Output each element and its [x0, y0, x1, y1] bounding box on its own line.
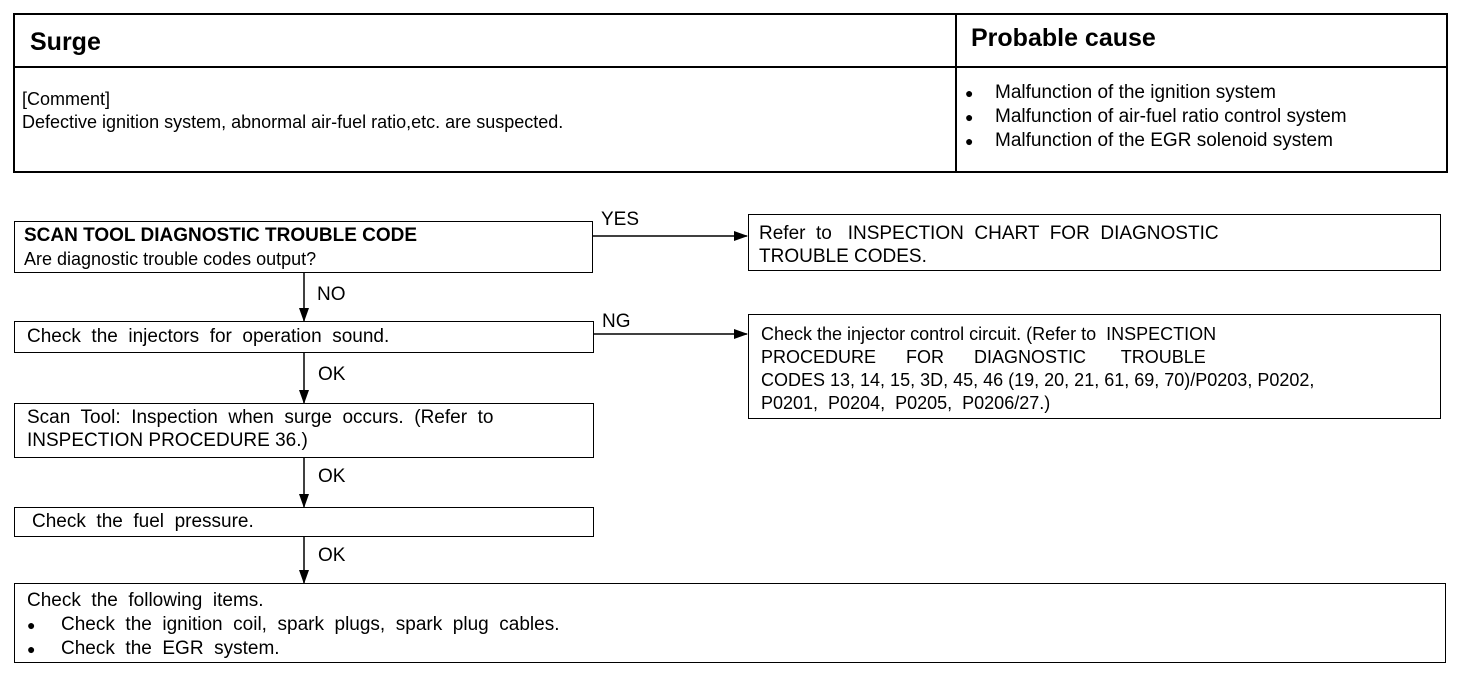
check-item-text: Check the ignition coil, spark plugs, spark plug cables.: [61, 614, 560, 635]
bullet-icon: ●: [27, 641, 36, 657]
dtc-chart-reference-box: [748, 214, 1441, 271]
fuel-pressure-check-box: [14, 507, 594, 537]
injector-sound-check-text: Check the injectors for operation sound.: [27, 326, 390, 347]
symptom-title: Surge: [30, 28, 101, 56]
injector-circuit-line2: PROCEDURE FOR DIAGNOSTIC TROUBLE: [761, 347, 1206, 367]
probable-cause-title: Probable cause: [971, 24, 1156, 52]
surge-inspection-line1: Scan Tool: Inspection when surge occurs. (Refer to: [27, 407, 494, 428]
cause-text: Malfunction of air-fuel ratio control system: [995, 106, 1347, 127]
bullet-icon: ●: [965, 109, 974, 125]
check-item: [27, 613, 559, 637]
check-item: [27, 637, 280, 661]
comment-label: [Comment]: [22, 89, 111, 109]
scan-tool-dtc-title: SCAN TOOL DIAGNOSTIC TROUBLE CODE: [24, 225, 418, 246]
comment-text: Defective ignition system, abnormal air-fuel ratio,etc. are suspected.: [22, 112, 564, 132]
ok-label-3: OK: [318, 545, 346, 566]
fuel-pressure-check-text: Check the fuel pressure.: [32, 511, 254, 532]
injector-circuit-line4: P0201, P0204, P0205, P0206/27.): [761, 393, 1051, 413]
yes-label: YES: [601, 209, 640, 230]
ok-label-1: OK: [318, 364, 346, 385]
scan-tool-dtc-question: Are diagnostic trouble codes output?: [24, 249, 317, 269]
ok-label-2: OK: [318, 466, 346, 487]
no-label: NO: [317, 284, 346, 305]
check-item-text: Check the EGR system.: [61, 638, 280, 659]
bullet-icon: ●: [27, 617, 36, 633]
injector-circuit-line3: CODES 13, 14, 15, 3D, 45, 46 (19, 20, 21, 61, 69, 70)/P0203, P0202,: [761, 370, 1315, 390]
cause-text: Malfunction of the ignition system: [995, 82, 1276, 103]
cause-text: Malfunction of the EGR solenoid system: [995, 130, 1333, 151]
surge-inspection-box: [14, 403, 594, 458]
ng-label: NG: [602, 311, 631, 332]
check-items-box: [14, 583, 1446, 663]
check-items-intro: Check the following items.: [27, 590, 264, 611]
dtc-chart-reference-line2: TROUBLE CODES.: [759, 246, 927, 267]
injector-sound-check-box: [14, 321, 594, 353]
injector-circuit-line1: Check the injector control circuit. (Refer to INSPECTION: [761, 324, 1217, 344]
scan-tool-dtc-box: [14, 221, 593, 273]
bullet-icon: ●: [965, 85, 974, 101]
injector-circuit-reference-box: [748, 314, 1441, 419]
bullet-icon: ●: [965, 133, 974, 149]
surge-inspection-line2: INSPECTION PROCEDURE 36.): [27, 430, 308, 451]
dtc-chart-reference-line1: Refer to INSPECTION CHART FOR DIAGNOSTIC: [759, 223, 1219, 244]
